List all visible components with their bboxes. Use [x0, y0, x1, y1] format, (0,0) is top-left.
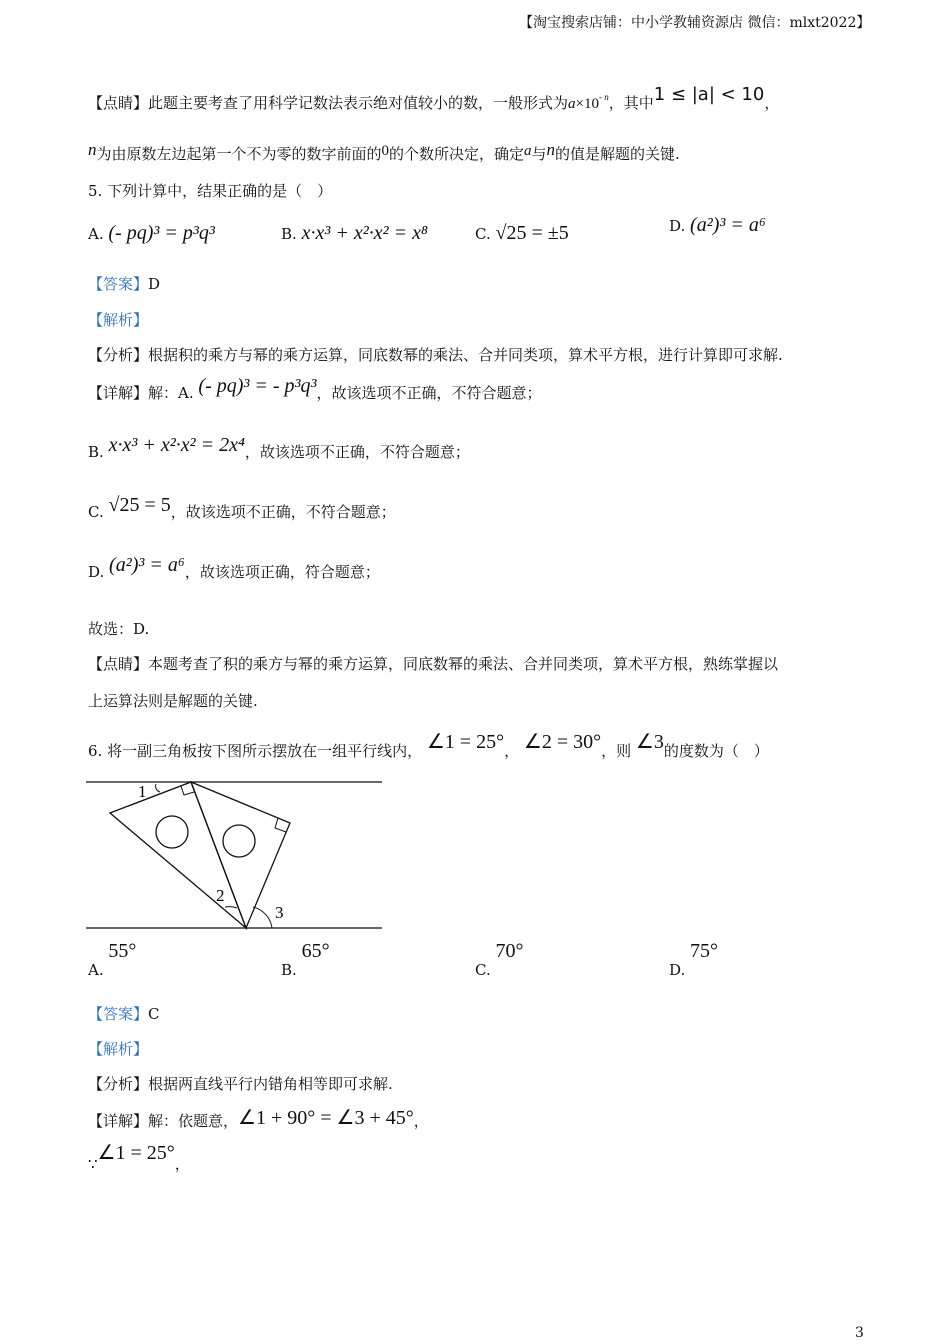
- form-times: ×10: [575, 96, 599, 112]
- q5-option-b: [281, 222, 428, 245]
- q5-dianjing-line2: 上运算法则是解题的关键.: [88, 692, 258, 710]
- d-math: (a²)³ = a⁶: [109, 554, 185, 576]
- label-1: 1: [138, 782, 147, 801]
- n-var2: n: [546, 140, 556, 159]
- option-math: √25 = ±5: [495, 222, 569, 244]
- xiangjie-prefix: 解：依题意，: [148, 1112, 239, 1130]
- c-math: √25 = 5: [108, 494, 171, 516]
- xiangjie-tag: 【详解】: [88, 384, 149, 402]
- eq1-math: ∠1 + 90° = ∠3 + 45°: [238, 1107, 414, 1129]
- angle-1-arc: [156, 784, 160, 792]
- b-text: ，故该选项不正确，不符合题意；: [244, 443, 470, 461]
- angle-2-arc: [225, 907, 237, 908]
- angle2-math: ∠2 = 30°: [523, 731, 602, 753]
- eq2-math: ∠1 = 25°: [97, 1142, 175, 1164]
- dianjing-text: 此题主要考查了用科学记数法表示绝对值较小的数，一般形式为: [148, 94, 569, 112]
- dianjing-tag: 【点睛】: [88, 94, 149, 112]
- qizhong: ，其中: [608, 94, 654, 112]
- comma: ，: [764, 94, 780, 112]
- option-label: D.: [669, 217, 686, 235]
- q6-stem: [88, 731, 769, 762]
- text: 的值是解题的关键.: [555, 145, 680, 163]
- dianjing-text: 本题考查了积的乘方与幂的乘方运算，同底数幂的乘法、合并同类项，算术平方根，熟练掌握以: [148, 655, 779, 673]
- label-2: 2: [216, 886, 225, 905]
- q6-option-d: [669, 940, 719, 979]
- option-value: 55°: [108, 940, 137, 962]
- q5-answer: [88, 273, 160, 294]
- q6-figure: [86, 775, 386, 935]
- q5-dianjing-line1: [88, 653, 778, 674]
- answer-value: D: [148, 275, 161, 293]
- q5-option-d: [669, 214, 766, 237]
- q6-xiangjie: [88, 1107, 429, 1132]
- angle1-math: ∠1 = 25°: [426, 731, 505, 753]
- xiangjie-prefix: 解：A.: [148, 384, 194, 402]
- p4-dianjing-line1: [88, 84, 780, 113]
- option-label: A.: [88, 961, 104, 979]
- option-math: (- pq)³ = p³q³: [108, 222, 215, 244]
- option-label: C.: [475, 225, 491, 243]
- option-label: B.: [281, 225, 297, 243]
- option-value: 70°: [495, 940, 524, 962]
- dianjing-tag: 【点睛】: [88, 655, 149, 673]
- option-math: x·x³ + x²·x² = x⁸: [301, 222, 428, 244]
- text: 为由原数左边起第一个不为零的数字前面的: [96, 145, 382, 163]
- because-symbol: ∵: [88, 1155, 98, 1173]
- a-math: (- pq)³ = - p³q³: [198, 375, 317, 397]
- q5-option-a: [88, 222, 215, 245]
- answer-tag: 【答案】: [88, 1005, 149, 1023]
- q5-xiangjie-d: [88, 554, 380, 583]
- q5-option-c: [475, 222, 569, 245]
- fenxi-tag: 【分析】: [88, 1075, 149, 1093]
- d-text: ，故该选项正确，符合题意；: [184, 563, 380, 581]
- angle3-math: ∠3: [635, 731, 664, 753]
- a-var: a: [524, 143, 532, 159]
- q5-guxuan: 故选：D.: [88, 620, 150, 638]
- text: 的个数所决定，确定: [389, 145, 525, 163]
- fenxi-tag: 【分析】: [88, 346, 149, 364]
- text: 与: [531, 145, 547, 163]
- q6-option-a: [88, 940, 137, 979]
- page-number: 3: [855, 1325, 864, 1341]
- q5-xiangjie-b: [88, 434, 470, 463]
- n-var: n: [88, 140, 97, 159]
- triangle-hole-1: [156, 816, 188, 848]
- option-label: A.: [88, 225, 104, 243]
- label-3: 3: [275, 903, 284, 922]
- range-math: 1 ≤ |a| < 10: [653, 84, 765, 105]
- triangle-hole-2: [223, 825, 255, 857]
- q6-option-b: [281, 940, 330, 979]
- b-label: B.: [88, 443, 104, 461]
- form-a: a: [568, 96, 576, 112]
- stem-text: 6. 将一副三角板按下图所示摆放在一组平行线内，: [88, 742, 423, 760]
- form-exp: - n: [599, 92, 609, 102]
- zero: 0: [381, 143, 390, 159]
- p4-dianjing-line2: [88, 140, 680, 164]
- angle-3-arc: [253, 907, 272, 928]
- sep: ，则: [601, 742, 632, 760]
- option-value: 65°: [301, 940, 330, 962]
- option-label: C.: [475, 961, 491, 979]
- answer-value: C: [148, 1005, 160, 1023]
- c-text: ，故该选项不正确，不符合题意；: [170, 503, 396, 521]
- fenxi-text: 根据两直线平行内错角相等即可求解.: [148, 1075, 393, 1093]
- q5-stem: 5. 下列计算中，结果正确的是（ ）: [88, 182, 333, 200]
- stem-text: 的度数为（ ）: [663, 742, 769, 760]
- a-text: ，故该选项不正确，不符合题意；: [316, 384, 542, 402]
- q6-fenxi: [88, 1073, 393, 1094]
- answer-tag: 【答案】: [88, 275, 149, 293]
- option-label: B.: [281, 961, 297, 979]
- d-label: D.: [88, 563, 105, 581]
- q6-answer: [88, 1003, 160, 1024]
- c-label: C.: [88, 503, 104, 521]
- q6-jiexi-tag: 【解析】: [88, 1040, 149, 1058]
- option-math: (a²)³ = a⁶: [690, 214, 766, 236]
- xiangjie-tag: 【详解】: [88, 1112, 149, 1130]
- b-math: x·x³ + x²·x² = 2x⁴: [108, 434, 245, 456]
- q6-option-c: [475, 940, 524, 979]
- right-angle-mark-1: [181, 786, 194, 795]
- q5-fenxi: [88, 344, 783, 365]
- comma: ，: [413, 1112, 429, 1130]
- header-banner: 【淘宝搜索店铺：中小学教辅资源店 微信：mlxt2022】: [519, 15, 871, 31]
- q5-jiexi-tag: 【解析】: [88, 311, 149, 329]
- option-value: 75°: [690, 940, 719, 962]
- sep: ，: [504, 742, 520, 760]
- q5-xiangjie-c: [88, 494, 396, 523]
- triangle-45: [110, 782, 246, 928]
- q5-xiangjie-a: [88, 375, 542, 404]
- comma: ，: [174, 1155, 190, 1173]
- fenxi-text: 根据积的乘方与幂的乘方运算，同底数幂的乘法、合并同类项，算术平方根，进行计算即可求解.: [148, 346, 783, 364]
- option-label: D.: [669, 961, 686, 979]
- q6-because-line: [88, 1140, 190, 1173]
